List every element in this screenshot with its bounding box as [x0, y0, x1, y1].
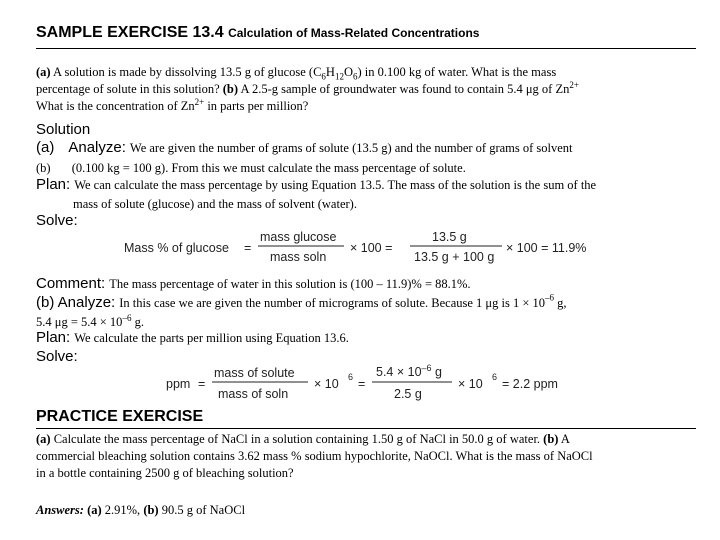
- equation-mass-percent: [120, 226, 600, 266]
- plan-line-1: Plan: We can calculate the mass percentage by using Equation 13.5. The mass of the solution is the sum of the: [36, 176, 597, 193]
- practice-answers: Answers: (a) 2.91%, (b) 90.5 g of NaOCl: [36, 503, 246, 517]
- equation-ppm: [162, 362, 582, 404]
- problem-statement: [36, 64, 686, 115]
- eq2-numerator: mass of solute: [214, 366, 295, 380]
- eq2-lhs: ppm: [166, 377, 191, 391]
- page-title: [36, 24, 479, 42]
- title-sub: Calculation of Mass-Related Concentrations: [228, 26, 480, 40]
- eq2-denominator: mass of soln: [218, 387, 289, 401]
- eq2-numerator-2: $5.4 \times 10^{-6}$ g: [376, 363, 442, 379]
- eq2-denominator-2: 2.5 g: [394, 387, 422, 401]
- problem-line-2: percentage of solute in this solution? (b) A 2.5-g sample of groundwater was found to contain 5.4 μg of $Zn^{2+}$: [36, 79, 579, 96]
- eq1-times-1: × 100 =: [350, 241, 393, 255]
- b-plan-line: Plan: We calculate the parts per million using Equation 13.6.: [36, 329, 349, 346]
- eq2-times-2: × 10: [458, 377, 483, 391]
- eq2-times-1: × 10: [314, 377, 339, 391]
- eq1-numerator-2: 13.5 g: [432, 230, 467, 244]
- solve-label-a: Solve:: [36, 212, 78, 229]
- practice-line-1: (a) Calculate the mass percentage of NaCl in a solution containing 1.50 g of NaCl in 50.0 g of water. (b) A: [36, 432, 570, 446]
- eq2-exp-1: 6: [348, 372, 354, 382]
- b-analyze-line-2: 5.4 $\mu g = 5.4 \times 10^{-6}$ g.: [36, 312, 144, 329]
- solution-heading: Solution: [36, 121, 91, 138]
- eq1-lhs: Mass % of glucose: [124, 241, 229, 255]
- practice-divider: [36, 428, 696, 429]
- solve-label-b: Solve:: [36, 348, 78, 365]
- eq2-equals-1: =: [198, 377, 206, 391]
- problem-line-1: (a) A solution is made by dissolving 13.5 g of glucose $(C_6H_{12}O_6)$ in 0.100 kg of water. What is the mass: [36, 65, 557, 82]
- eq2-result: = 2.2 ppm: [502, 377, 558, 391]
- practice-line-2: commercial bleaching solution contains 3.62 mass % sodium hypochlorite, NaOCl. What is the mass of NaOCl: [36, 449, 593, 463]
- practice-text: [36, 431, 686, 482]
- eq1-times-2: × 100 = 11.9%: [506, 241, 587, 255]
- eq1-denominator: mass soln: [270, 250, 327, 264]
- problem-line-3: What is the concentration of $Zn^{2+}$ in parts per million?: [36, 96, 309, 113]
- practice-heading: PRACTICE EXERCISE: [36, 408, 204, 425]
- title-main: SAMPLE EXERCISE 13.4: [36, 24, 224, 41]
- eq2-equals-2: =: [358, 377, 366, 391]
- eq2-exp-2: 6: [492, 372, 498, 382]
- eq1-equals: =: [244, 241, 252, 255]
- b-analyze-line-1: (b) Analyze: In this case we are given the number of micrograms of solute. Because 1 μg is $1 \times 10^{-6}$ g,: [36, 292, 567, 311]
- practice-line-3: in a bottle containing 2500 g of bleaching solution?: [36, 466, 294, 480]
- analyze-line-2: (b) (0.100 kg = 100 g). From this we must calculate the mass percentage of solute.: [36, 161, 466, 175]
- plan-line-2: mass of solute (glucose) and the mass of solvent (water).: [73, 197, 357, 211]
- eq1-denominator-2: 13.5 g + 100 g: [414, 250, 495, 264]
- eq1-numerator: mass glucose: [260, 230, 337, 244]
- analyze-line-1: (a) Analyze: We are given the number of grams of solute (13.5 g) and the number of grams of solvent: [36, 139, 573, 156]
- title-divider: [36, 48, 696, 49]
- comment-line: Comment: The mass percentage of water in this solution is (100 – 11.9)% = 88.1%.: [36, 275, 471, 292]
